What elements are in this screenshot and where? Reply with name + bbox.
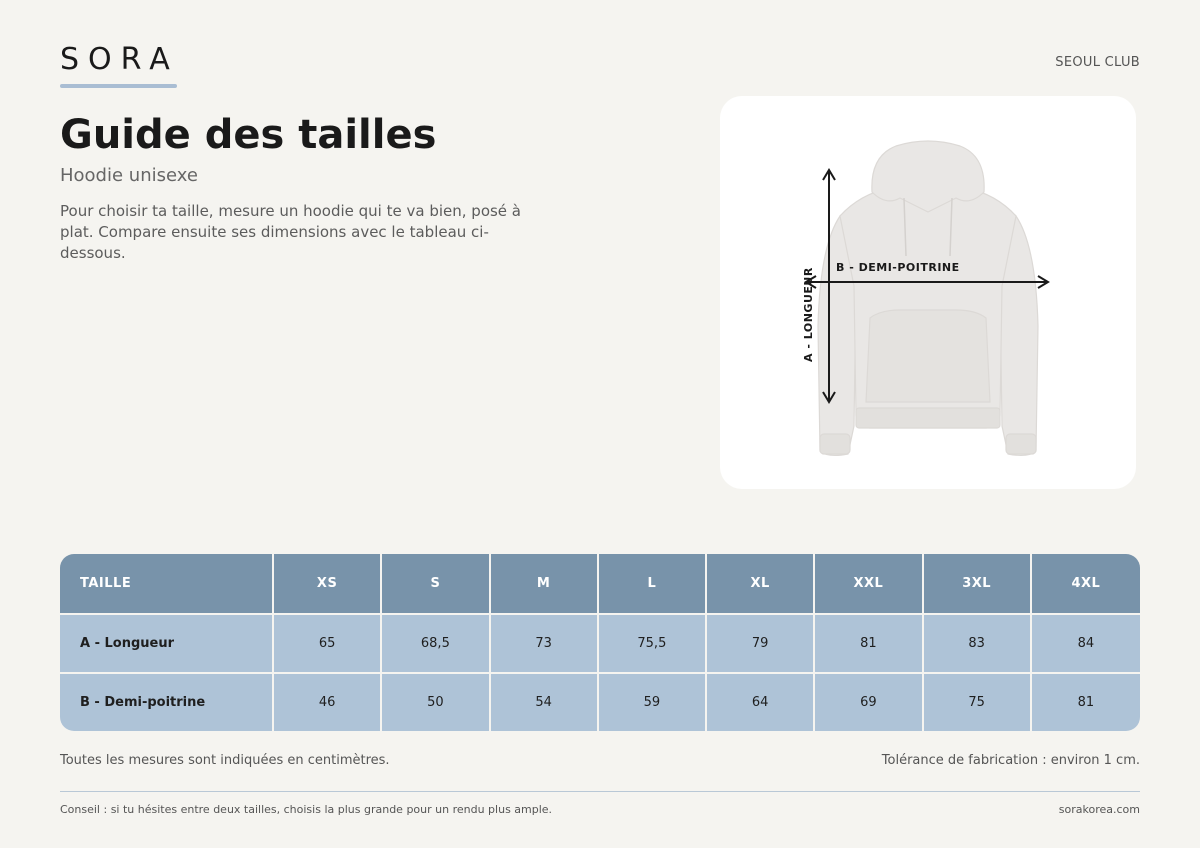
advice-text: Conseil : si tu hésites entre deux tailles, choisis la plus grande pour un rendu plus ample. [60, 803, 553, 816]
brand-logo: SORA [60, 42, 179, 77]
size-header: 4XL [1032, 554, 1140, 613]
brand-underline [60, 84, 177, 88]
size-table [60, 554, 1140, 731]
website-link[interactable]: sorakorea.com [1058, 803, 1140, 816]
size-header: L [599, 554, 707, 613]
chest-label: B - DEMI-POITRINE [836, 261, 960, 274]
table-cell: 46 [274, 672, 382, 731]
tolerance-note: Tolérance de fabrication : environ 1 cm. [881, 753, 1140, 768]
hoodie-diagram-card [720, 96, 1136, 489]
table-header-row [60, 554, 1140, 613]
table-cell: 83 [924, 613, 1032, 672]
table-row [60, 672, 1140, 731]
units-note: Toutes les mesures sont indiquées en centimètres. [60, 753, 390, 768]
table-cell: 79 [707, 613, 815, 672]
intro-text: Pour choisir ta taille, mesure un hoodie qui te va bien, posé à plat. Compare ensuite ses dimensions avec le tableau ci-dessous. [60, 202, 521, 262]
row-label: A - Longueur [60, 613, 274, 672]
brand-tagline: SEOUL CLUB [1055, 55, 1140, 70]
corner-header: TAILLE [60, 554, 274, 613]
table-cell: 75,5 [599, 613, 707, 672]
hoodie-illustration [720, 96, 1136, 489]
page-title: Guide des tailles [60, 112, 437, 158]
page-subtitle: Hoodie unisexe [60, 165, 198, 186]
table-cell: 64 [707, 672, 815, 731]
size-header: XXL [815, 554, 923, 613]
table-cell: 59 [599, 672, 707, 731]
table-cell: 81 [815, 613, 923, 672]
table-cell: 68,5 [382, 613, 490, 672]
table-row [60, 613, 1140, 672]
table-cell: 84 [1032, 613, 1140, 672]
size-header: S [382, 554, 490, 613]
length-label: A - LONGUEUR [802, 267, 815, 362]
row-label: B - Demi-poitrine [60, 672, 274, 731]
table-cell: 73 [491, 613, 599, 672]
table-cell: 50 [382, 672, 490, 731]
table-cell: 54 [491, 672, 599, 731]
size-header: 3XL [924, 554, 1032, 613]
table-cell: 69 [815, 672, 923, 731]
footer-divider [60, 791, 1140, 792]
size-header: M [491, 554, 599, 613]
size-header: XL [707, 554, 815, 613]
size-header: XS [274, 554, 382, 613]
table-cell: 81 [1032, 672, 1140, 731]
table-cell: 65 [274, 613, 382, 672]
table-cell: 75 [924, 672, 1032, 731]
